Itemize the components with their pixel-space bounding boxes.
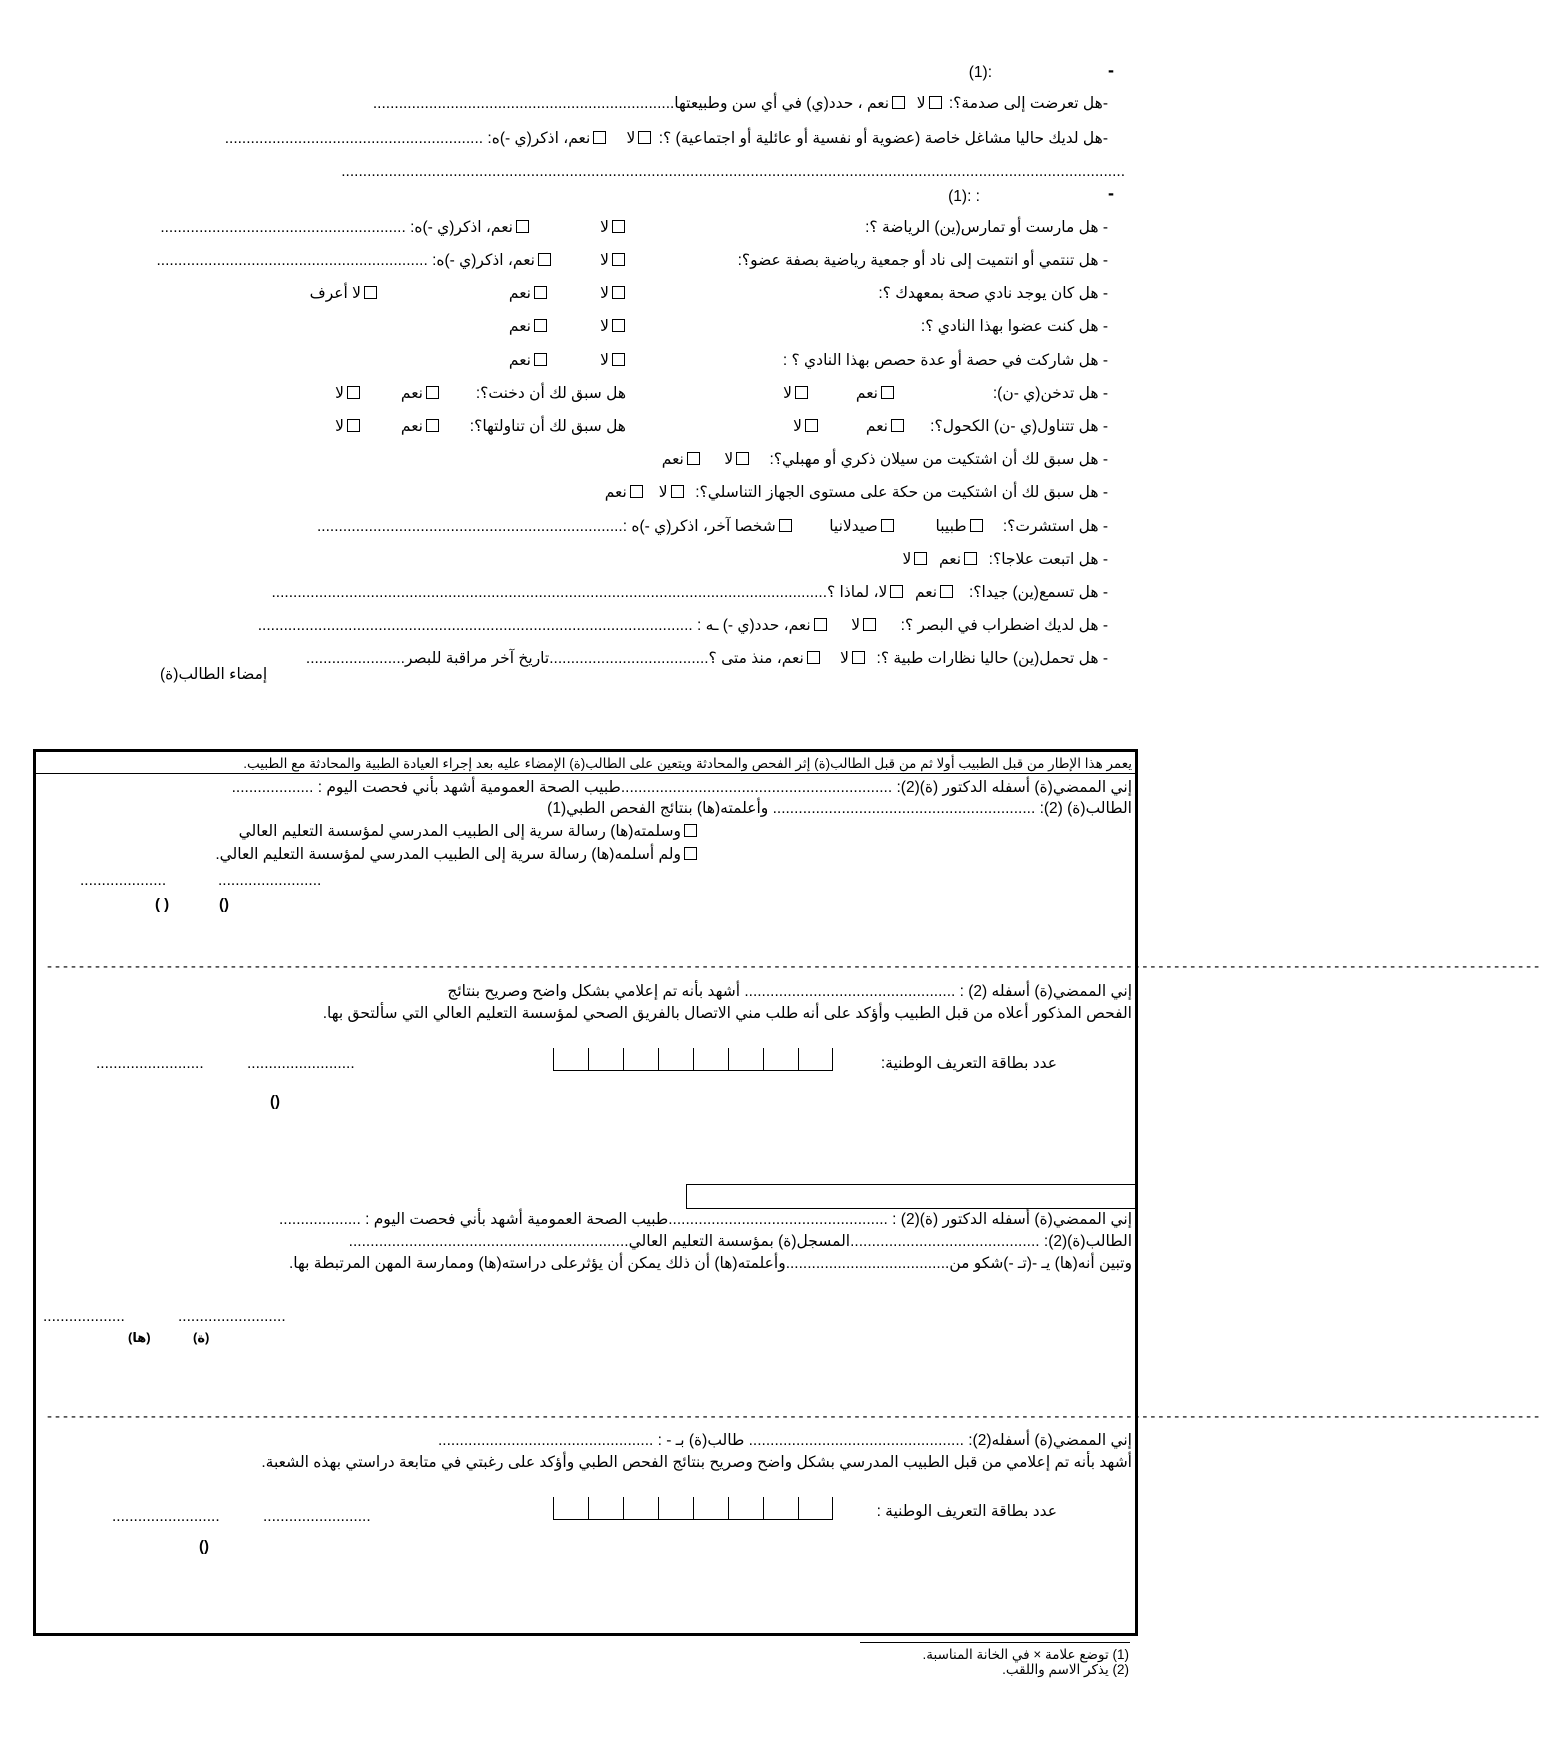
alcohol-ever-question: هل سبق لك أن تناولتها؟: — [469, 418, 626, 435]
itch-row: - هل سبق لك أن اشتكيت من حكة على مستوى الجهاز التناسلي؟: لا نعم — [604, 484, 1108, 501]
block2-id-label: عدد بطاقة التعريف الوطنية: — [880, 1055, 1057, 1072]
club-yes-checkbox[interactable] — [538, 253, 551, 266]
session-no-checkbox[interactable] — [612, 353, 625, 366]
club-question: - هل تنتمي أو انتميت إلى ناد أو جمعية رياضية بصفة عضو؟: — [737, 252, 1108, 269]
block2-sign-dots-right: ......................... — [247, 1055, 355, 1072]
hearing-row: - هل تسمع(ين) جيدا؟: نعم لا، لماذا ؟................................................................................................................................. — [271, 584, 1108, 601]
block3-paren-right: (ة) — [193, 1330, 210, 1345]
health-club-question: - هل كان يوجد نادي صحة بمعهدك ؟: — [878, 285, 1108, 302]
alcohol-yes-checkbox[interactable] — [891, 419, 904, 432]
concerns-no-checkbox[interactable] — [638, 131, 651, 144]
consult-doctor-checkbox[interactable] — [970, 519, 983, 532]
health-club-unknown: لا أعرف — [310, 285, 380, 303]
block1-option1: وسلمته(ها) رسالة سرية إلى الطبيب المدرسي لمؤسسة التعليم العالي — [239, 823, 700, 841]
alcohol-question: - هل تتناول(ي -ن) الكحول؟: — [930, 418, 1108, 435]
block1-sign-dots-right: ........................ — [218, 872, 322, 889]
member-question: - هل كنت عضوا بهذا النادي ؟: — [920, 318, 1108, 335]
glasses-no-checkbox[interactable] — [852, 651, 865, 664]
block1-paren-right: () — [219, 896, 229, 913]
letter-given-checkbox[interactable] — [684, 824, 697, 837]
health-club-no-checkbox[interactable] — [612, 286, 625, 299]
vision-row: - هل لديك اضطراب في البصر ؟: لا نعم، حدد(ي -) ـه : ..................................................................................................... — [257, 617, 1108, 634]
smoke-ever-yes: نعم — [401, 385, 442, 403]
block2-line1: إني الممضي(ة) أسفله (2) : ................................................. أشهد بأنه تم إعلامي بشكل واضح وصريح بنتائج — [447, 983, 1132, 1000]
alcohol-ever-no: لا — [335, 418, 363, 436]
alcohol-no-checkbox[interactable] — [805, 419, 818, 432]
sport-no-checkbox[interactable] — [612, 220, 625, 233]
member-yes: نعم — [509, 318, 550, 336]
block2-line2: الفحص المذكور أعلاه من قبل الطبيب وأؤكد على أنه طلب مني الاتصال بالفريق الصحي لمؤسسة التعليم العالي التي سألتحق بها. — [322, 1005, 1132, 1022]
footnote-2: (2) يذكر الاسم واللقب. — [1002, 1662, 1129, 1677]
treatment-yes-checkbox[interactable] — [964, 552, 977, 565]
block2-paren: () — [270, 1093, 280, 1110]
block3-header-box — [686, 1184, 1138, 1209]
sport-question: - هل مارست أو تمارس(ين) الرياضة ؟: — [865, 219, 1108, 236]
concerns-yes-checkbox[interactable] — [593, 131, 606, 144]
member-no: لا — [600, 318, 628, 336]
block3-paren-left: (ها) — [128, 1330, 151, 1345]
consult-other-checkbox[interactable] — [779, 519, 792, 532]
block3-line2: الطالب(ة)(2): ............................................المسجل(ة) بمؤسسة التعليم العالي................................................................. — [348, 1233, 1132, 1250]
alcohol-ever-yes-checkbox[interactable] — [426, 419, 439, 432]
sport-yes-checkbox[interactable] — [516, 220, 529, 233]
consult-row: - هل استشرت؟: طبيبا صيدلانيا شخصا آخر، اذكر(ي -)ه :....................................................................... — [316, 518, 1108, 535]
alcohol-ever-yes: نعم — [401, 418, 442, 436]
alcohol-yes: نعم — [866, 418, 907, 436]
section1-note: :(1) — [968, 64, 992, 81]
smoke-yes-checkbox[interactable] — [881, 386, 894, 399]
health-club-unknown-checkbox[interactable] — [364, 286, 377, 299]
concerns-continuation: ...................................................................................................................................................................................... — [341, 163, 1125, 180]
block4-id-boxes[interactable] — [553, 1497, 833, 1520]
shock-yes-checkbox[interactable] — [892, 96, 905, 109]
alcohol-ever-no-checkbox[interactable] — [347, 419, 360, 432]
glasses-yes-checkbox[interactable] — [807, 651, 820, 664]
block2-sign-dots-left: ......................... — [96, 1055, 204, 1072]
treatment-row: - هل اتبعت علاجا؟: نعم لا — [902, 551, 1108, 568]
glasses-row: - هل تحمل(ين) حاليا نظارات طبية ؟: لا نعم، منذ متى ؟.....................................تاريخ آخر مراقبة للبصر....................... — [305, 650, 1108, 667]
smoke-no-checkbox[interactable] — [795, 386, 808, 399]
vision-no-checkbox[interactable] — [863, 618, 876, 631]
block1-option2: ولم أسلمه(ها) رسالة سرية إلى الطبيب المدرسي لمؤسسة التعليم العالي. — [215, 846, 700, 864]
block4-line2: أشهد بأنه تم إعلامي من قبل الطبيب المدرسي بشكل واضح وصريح بنتائج الفحص الطبي وأؤكد على رغبتي في متابعة دراستي بهذه الشعبة. — [261, 1454, 1132, 1471]
health-club-no: لا — [600, 285, 628, 303]
session-yes-checkbox[interactable] — [534, 353, 547, 366]
block1-line1: إني الممضي(ة) أسفله الدكتور (ة)(2): ...............................................................طبيب الصحة العمومية أشهد بأني فحصت اليوم : ................... — [231, 779, 1132, 796]
block1-sign-dots-left: .................... — [80, 872, 167, 889]
health-club-yes: نعم — [509, 285, 550, 303]
section-dash-2: - — [1108, 183, 1114, 203]
frame-header-rule — [35, 773, 1136, 774]
smoke-ever-question: هل سبق لك أن دخنت؟: — [475, 385, 626, 402]
block3-sign-dots-right: ......................... — [178, 1308, 286, 1325]
block4-paren: () — [199, 1538, 209, 1555]
treatment-no-checkbox[interactable] — [914, 552, 927, 565]
block3-line1: إني الممضي(ة) أسفله الدكتور (ة)(2) : ...................................................طبيب الصحة العمومية أشهد بأني فحصت اليوم : ................... — [278, 1211, 1132, 1228]
frame-header: يعمر هذا الإطار من قبل الطبيب أولا ثم من قبل الطالب(ة) إثر الفحص والمحادثة ويتعين على الطالب(ة) الإمضاء عليه بعد إجراء العيادة الطبية والمحادثة مع الطبيب. — [243, 756, 1132, 771]
club-no: لا — [600, 252, 628, 270]
itch-yes-checkbox[interactable] — [630, 485, 643, 498]
smoke-question: - هل تدخن(ي -ن): — [992, 385, 1108, 402]
smoke-ever-no-checkbox[interactable] — [347, 386, 360, 399]
health-club-yes-checkbox[interactable] — [534, 286, 547, 299]
block4-sign-dots-left: ......................... — [112, 1508, 220, 1525]
club-yes: نعم، اذكر(ي -)ه: ............................................................... — [156, 252, 554, 270]
block3-line3: وتبين أنه(ها) يـ -(تـ -)شكو من......................................وأعلمته(ها) أن ذلك يمكن أن يؤثرعلى دراسته(ها) وممارسة المهن المرتبطة بها. — [288, 1255, 1132, 1272]
member-no-checkbox[interactable] — [612, 319, 625, 332]
block4-line1: إني الممضي(ة) أسفله(2): .................................................. طالب(ة) بـ - : .................................................. — [438, 1432, 1132, 1449]
vision-yes-checkbox[interactable] — [814, 618, 827, 631]
sport-yes: نعم، اذكر(ي -)ه: ......................................................... — [160, 219, 532, 237]
shock-no-checkbox[interactable] — [929, 96, 942, 109]
session-question: - هل شاركت في حصة أو عدة حصص بهذا النادي ؟ : — [782, 352, 1108, 369]
consult-pharmacist-checkbox[interactable] — [881, 519, 894, 532]
alcohol-no: لا — [793, 418, 821, 436]
block2-id-boxes[interactable] — [553, 1048, 833, 1071]
discharge-row: - هل سبق لك أن اشتكيت من سيلان ذكري أو مهبلي؟: لا نعم — [661, 451, 1108, 468]
session-no: لا — [600, 352, 628, 370]
section2-note: : :(1) — [948, 188, 980, 205]
hearing-yes-checkbox[interactable] — [940, 585, 953, 598]
smoke-yes: نعم — [856, 385, 897, 403]
concerns-question-row: -هل لديك حاليا مشاغل خاصة (عضوية أو نفسية أو عائلية أو اجتماعية) ؟: لا نعم، اذكر(ي -)ه: ............................................................ — [224, 130, 1108, 147]
discharge-yes-checkbox[interactable] — [687, 452, 700, 465]
club-no-checkbox[interactable] — [612, 253, 625, 266]
session-yes: نعم — [509, 352, 550, 370]
sport-no: لا — [600, 219, 628, 237]
separator-1: ------------------------------------------------------------------------------------------------------------------------------------------------------------------------------------------- — [47, 958, 1542, 975]
member-yes-checkbox[interactable] — [534, 319, 547, 332]
hearing-no-checkbox[interactable] — [890, 585, 903, 598]
footnote-1: (1) توضع علامة × في الخانة المناسبة. — [922, 1647, 1129, 1662]
section-dash-1: - — [1108, 60, 1114, 80]
shock-question-row: -هل تعرضت إلى صدمة؟: لا نعم ، حدد(ي) في أي سن وطبيعتها...................................................................... — [372, 95, 1108, 112]
smoke-ever-no: لا — [335, 385, 363, 403]
itch-no-checkbox[interactable] — [671, 485, 684, 498]
block1-line2: الطالب(ة) (2): ............................................................. وأعلمته(ها) بنتائج الفحص الطبي(1) — [547, 800, 1132, 817]
smoke-ever-yes-checkbox[interactable] — [426, 386, 439, 399]
discharge-no-checkbox[interactable] — [736, 452, 749, 465]
block1-paren-left: ( ) — [155, 896, 170, 913]
block3-sign-dots-left: ................... — [43, 1308, 125, 1325]
letter-not-given-checkbox[interactable] — [684, 847, 697, 860]
block4-sign-dots-right: ......................... — [263, 1508, 371, 1525]
smoke-no: لا — [783, 385, 811, 403]
student-signature-label: إمضاء الطالب(ة) — [160, 666, 268, 683]
separator-2: ------------------------------------------------------------------------------------------------------------------------------------------------------------------------------------------- — [47, 1408, 1542, 1425]
footnote-rule — [860, 1642, 1130, 1643]
block4-id-label: عدد بطاقة التعريف الوطنية : — [876, 1503, 1057, 1520]
